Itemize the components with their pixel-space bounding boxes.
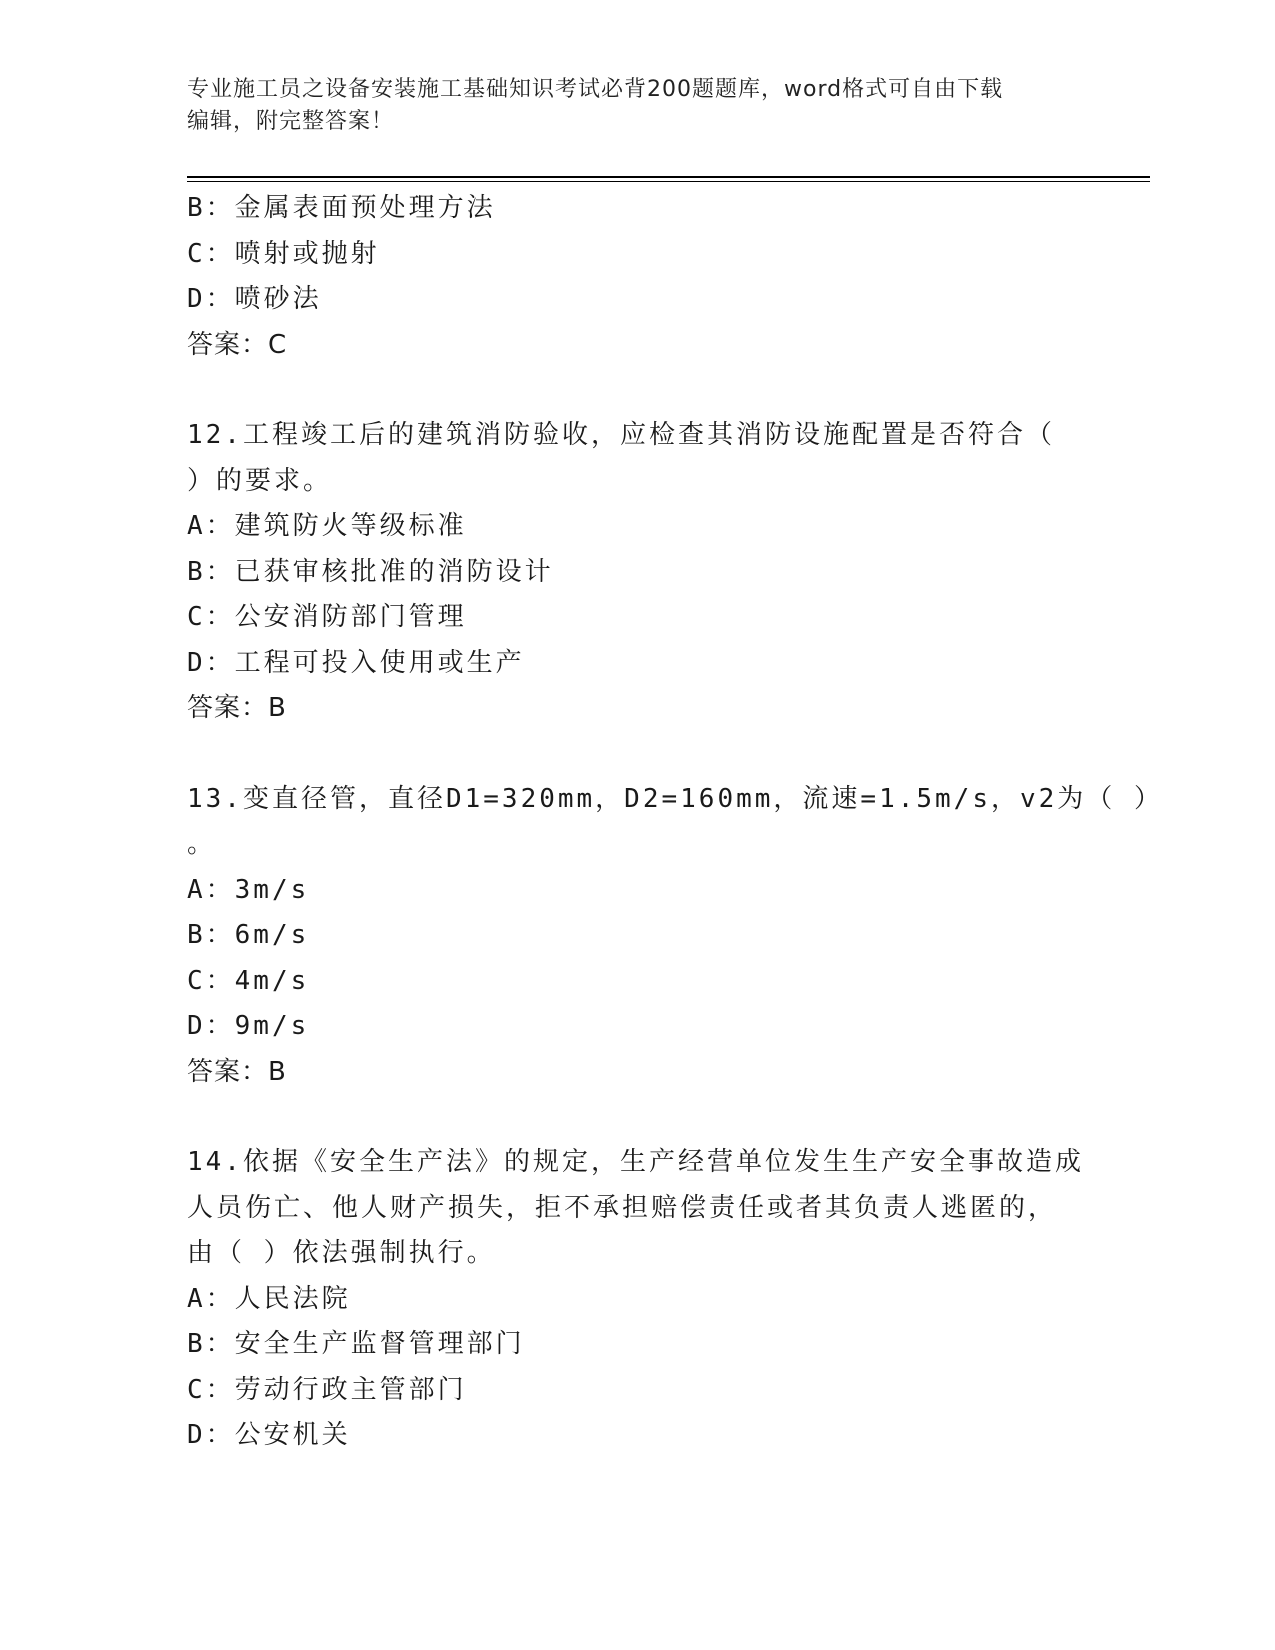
header-title-line2: 编辑，附完整答案！	[187, 109, 395, 134]
question-14-stem-line2: 人员伤亡、他人财产损失，拒不承担赔偿责任或者其负责人逃匿的，	[187, 1192, 1058, 1223]
question-11-option-c: C：喷射或抛射	[187, 238, 380, 269]
question-spacer	[187, 368, 1087, 413]
question-13	[187, 777, 1163, 1096]
header-title-line1: 专业施工员之设备安装施工基础知识考试必背200题题库，word格式可自由下载	[187, 77, 1004, 102]
question-14-option-c: C：劳动行政主管部门	[187, 1374, 467, 1405]
question-11-answer: 答案：C	[187, 329, 288, 360]
question-13-stem-line1: 13.变直径管，直径D1=320mm，D2=160mm，流速=1.5m/s，v2为（ ）	[187, 783, 1163, 814]
question-12-option-c: C：公安消防部门管理	[187, 602, 467, 632]
question-12-option-b: B：已获审核批准的消防设计	[187, 556, 554, 587]
question-14-stem-line1: 14.依据《安全生产法》的规定，生产经营单位发生生产安全事故造成	[187, 1147, 1084, 1177]
question-12-stem-line2: ）的要求。	[187, 465, 333, 496]
question-11-option-b: B：金属表面预处理方法	[187, 193, 496, 223]
question-12-option-a: A：建筑防火等级标准	[187, 511, 467, 541]
question-12-answer: 答案：B	[187, 693, 287, 723]
question-11	[187, 186, 1087, 368]
question-14-option-b: B：安全生产监督管理部门	[187, 1329, 525, 1359]
question-14	[187, 1140, 1087, 1459]
document-header	[187, 74, 1067, 138]
question-12-option-d: D：工程可投入使用或生产	[187, 647, 525, 678]
question-13-option-a: A：3m/s	[187, 874, 310, 905]
header-rule-thin	[187, 181, 1150, 182]
question-13-answer: 答案：B	[187, 1056, 287, 1087]
question-14-option-d: D：公安机关	[187, 1420, 351, 1450]
question-13-option-d: D：9m/s	[187, 1011, 310, 1041]
question-13-option-c: C：4m/s	[187, 965, 310, 996]
question-spacer	[187, 732, 1087, 777]
question-13-option-b: B：6m/s	[187, 920, 310, 950]
question-12	[187, 413, 1087, 732]
question-14-stem-line3: 由（ ）依法强制执行。	[187, 1238, 496, 1268]
question-list	[187, 186, 1163, 1459]
header-rule-thick	[187, 176, 1150, 178]
question-13-stem-line2: 。	[187, 829, 217, 859]
question-12-stem-line1: 12.工程竣工后的建筑消防验收，应检查其消防设施配置是否符合（	[187, 420, 1055, 450]
question-11-option-d: D：喷砂法	[187, 284, 322, 314]
question-spacer	[187, 1095, 1087, 1140]
question-14-option-a: A：人民法院	[187, 1283, 351, 1314]
